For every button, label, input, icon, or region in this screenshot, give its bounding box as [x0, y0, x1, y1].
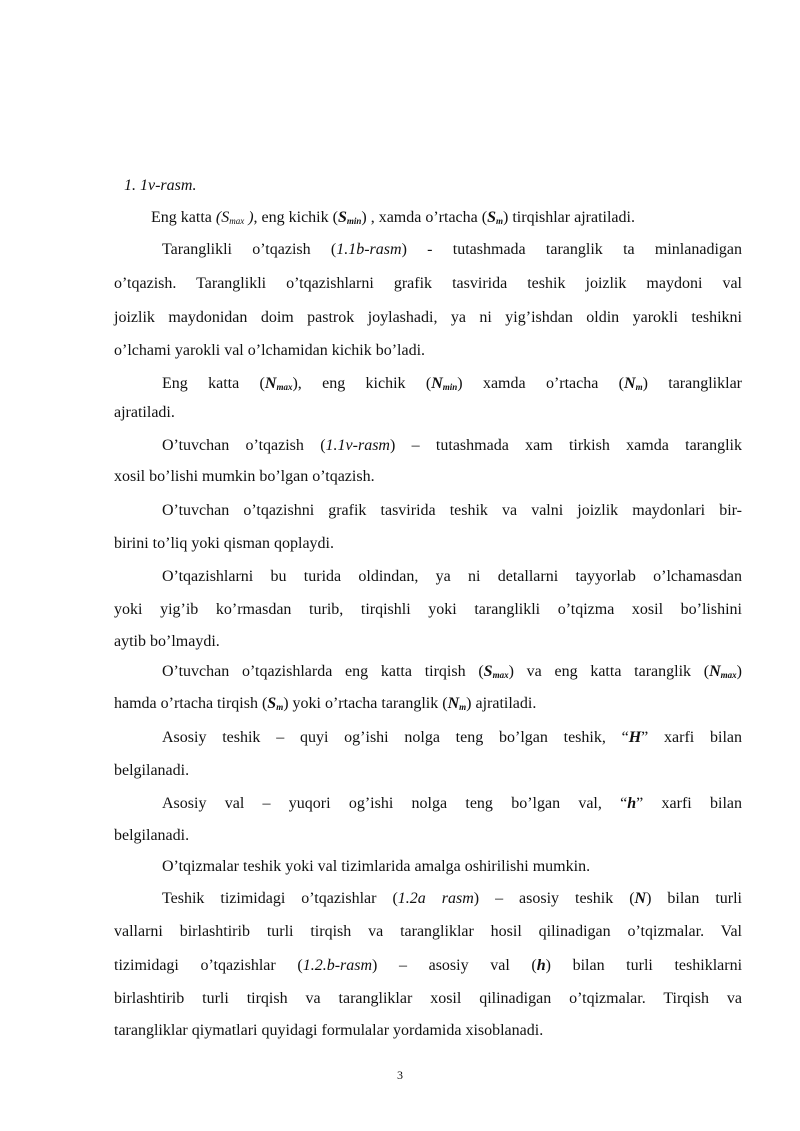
paragraph-transition-fit: O’tuvchan o’tqazish (1.1v-rasm) – tutashmada xam tirkish xamda taranglik [162, 437, 742, 454]
figure-caption: 1. 1v-rasm. [124, 177, 197, 194]
page-number: 3 [397, 1068, 403, 1082]
paragraph-basic-shaft: Asosiy val – yuqori og’ishi nolga teng bo’lgan val, “h” xarfi bilan [162, 795, 743, 812]
paragraph-gap-types: Eng katta ($S_{max}$ ), eng kichik $(S_{min})$ , xamda o’rtacha $(S_m)$ tirqishlar ajratiladi. [151, 209, 635, 226]
text-line: xosil bo’lishi mumkin bo’lgan o’tqazish. [114, 468, 375, 485]
text-line: ajratiladi. [114, 404, 175, 421]
paragraph-interference-fit: Taranglikli o’tqazish (1.1b-rasm) - tutashmada taranglik ta minlanadigan [162, 241, 742, 258]
text-line: O’tqizmalar teshik yoki val tizimlarida amalga oshirilishi mumkin. [162, 858, 591, 875]
text-line: tizimidagi o’tqazishlar (1.2.b-rasm) – asosiy val (h) bilan turli teshiklarni [114, 957, 743, 974]
paragraph-basic-hole: Asosiy teshik – quyi og’ishi nolga teng bo’lgan teshik, “H” xarfi bilan [162, 729, 742, 746]
paragraph-interference-types: Eng katta $(N_{max})$, eng kichik $(N_{min})$ xamda o’rtacha $(N_m)$ tarangliklar [162, 375, 742, 392]
text-line: birini to’liq yoki qisman qoplaydi. [114, 535, 334, 552]
text-line: o’tqazish. Taranglikli o’tqazishlarni grafik tasvirida teshik joizlik maydoni val [114, 275, 742, 292]
text-line: belgilanadi. [114, 827, 190, 844]
text-line: hamda o’rtacha tirqish $(S_m)$ yoki o’rtacha taranglik $(N_m)$ ajratiladi. [114, 695, 537, 712]
text-line: o’lchami yarokli val o’lchamidan kichik bo’ladi. [114, 342, 426, 359]
paragraph-transition-values: O’tuvchan o’tqazishlarda eng katta tirqish $(S_{max})$ va eng katta taranglik $(N_{max})$ [162, 663, 742, 680]
text-line: vallarni birlashtirib turli tirqish va tarangliklar hosil qilinadigan o’tqizmalar. Val [114, 923, 742, 940]
text-line: aytib bo’lmaydi. [114, 633, 220, 650]
text-line: joizlik maydonidan doim pastrok joylashadi, ya ni yig’ishdan oldin yarokli teshikni [114, 309, 742, 326]
text-line: tarangliklar qiymatlari quyidagi formulalar yordamida xisoblanadi. [114, 1022, 544, 1039]
text-line: O’tuvchan o’tqazishni grafik tasvirida teshik va valni joizlik maydonlari bir- [162, 502, 742, 519]
text-line: yoki yig’ib ko’rmasdan turib, tirqishli yoki taranglikli o’tqizma xosil bo’lishini [114, 601, 742, 618]
paragraph-hole-system: Teshik tizimidagi o’tqazishlar (1.2a rasm) – asosiy teshik (N) bilan turli [162, 890, 742, 907]
text-line: belgilanadi. [114, 762, 190, 779]
text-line: O’tqazishlarni bu turida oldindan, ya ni detallarni tayyorlab o’lchamasdan [162, 568, 742, 585]
text-line: birlashtirib turli tirqish va tarangliklar xosil qilinadigan o’tqizmalar. Tirqish va [114, 990, 742, 1007]
